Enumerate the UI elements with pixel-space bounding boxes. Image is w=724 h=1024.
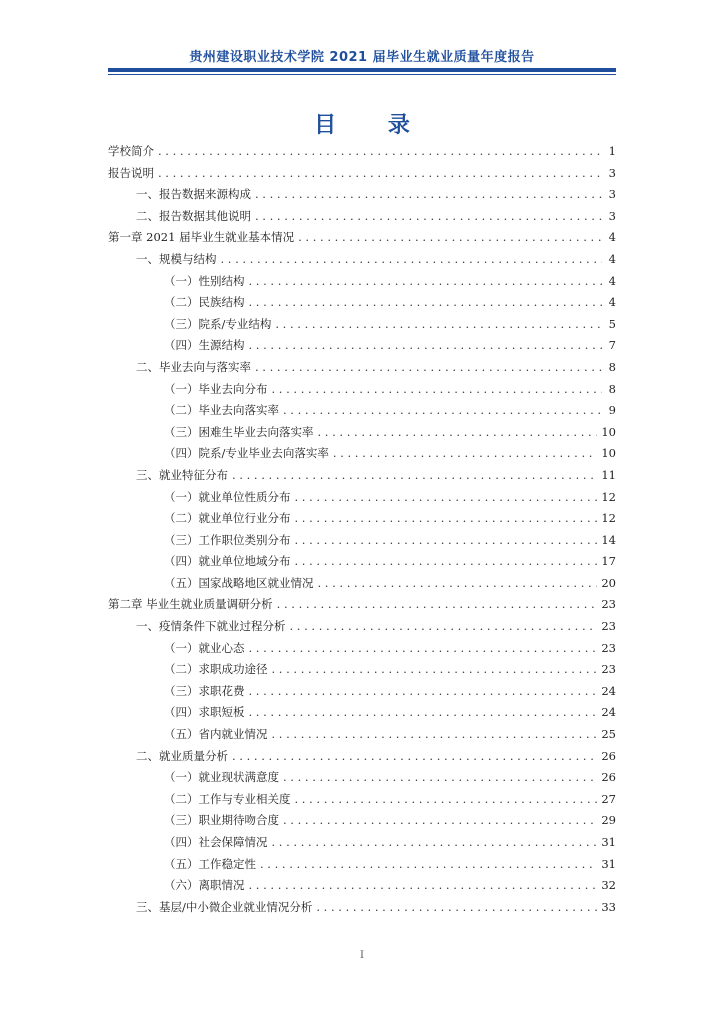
toc-entry[interactable] (108, 271, 616, 293)
toc-entry-label: （五）省内就业情况 (164, 727, 268, 742)
toc-entry[interactable] (108, 659, 616, 681)
toc-entry[interactable] (108, 508, 616, 530)
toc-entry-page: 3 (608, 208, 616, 223)
toc-leader-dots (249, 638, 598, 660)
toc-entry-page: 33 (601, 899, 616, 914)
toc-entry-label: 三、基层/中小微企业就业情况分析 (136, 899, 313, 914)
toc-leader-dots (295, 789, 598, 811)
toc-entry-label: （一）就业现状满意度 (164, 770, 279, 785)
toc-leader-dots (249, 681, 598, 703)
toc-entry-page: 29 (601, 813, 616, 828)
toc-leader-dots (275, 314, 602, 336)
toc-entry-page: 8 (608, 381, 616, 396)
toc-entry-label: 报告说明 (108, 165, 154, 180)
toc-entry[interactable] (108, 163, 616, 185)
toc-entry-label: （五）国家战略地区就业情况 (164, 575, 314, 590)
toc-entry[interactable] (108, 594, 616, 616)
toc-entry-page: 23 (601, 597, 616, 612)
toc-leader-dots (283, 767, 597, 789)
toc-leader-dots (158, 163, 602, 185)
toc-entry-label: （四）生源结构 (164, 338, 245, 353)
toc-leader-dots (295, 508, 598, 530)
toc-entry-label: （一）性别结构 (164, 273, 245, 288)
toc-leader-dots (249, 335, 603, 357)
toc-leader-dots (298, 227, 602, 249)
toc-entry-page: 23 (601, 640, 616, 655)
toc-entry[interactable] (108, 443, 616, 465)
toc-entry[interactable] (108, 335, 616, 357)
toc-entry-label: （一）就业心态 (164, 640, 245, 655)
toc-entry-page: 31 (601, 856, 616, 871)
toc-entry-page: 10 (601, 446, 616, 461)
toc-entry[interactable] (108, 897, 616, 919)
header-rule-thin (108, 74, 616, 75)
toc-entry-page: 31 (601, 835, 616, 849)
toc-entry[interactable] (108, 487, 616, 509)
toc-entry-label: （六）离职情况 (164, 878, 245, 893)
toc-entry-page: 1 (608, 144, 616, 158)
toc-entry-label: 三、就业特征分布 (136, 467, 228, 482)
toc-leader-dots (272, 379, 603, 401)
toc-entry-page: 24 (601, 705, 616, 720)
toc-entry-page: 7 (608, 338, 616, 353)
toc-entry-page: 32 (601, 878, 616, 893)
toc-entry-label: （三）院系/专业结构 (164, 316, 272, 331)
toc-leader-dots (232, 465, 597, 487)
toc-entry-page: 9 (608, 403, 616, 418)
toc-entry-page: 26 (601, 748, 616, 763)
toc-leader-dots (318, 573, 598, 595)
toc-entry-label: 一、疫情条件下就业过程分析 (136, 619, 286, 634)
toc-entry[interactable] (108, 789, 616, 811)
toc-entry-label: （四）社会保障情况 (164, 835, 268, 849)
toc-leader-dots (272, 724, 598, 746)
toc-entry-label: （一）毕业去向分布 (164, 381, 268, 396)
toc-entry-label: 二、报告数据其他说明 (136, 208, 251, 223)
toc-entry[interactable] (108, 314, 616, 336)
toc-entry-label: （三）困难生毕业去向落实率 (164, 424, 314, 439)
toc-entry-label: 学校简介 (108, 144, 154, 158)
toc-leader-dots (255, 206, 602, 228)
toc-entry-label: 一、规模与结构 (136, 251, 217, 266)
toc-entry[interactable] (108, 141, 616, 163)
toc-entry[interactable] (108, 227, 616, 249)
toc-entry-label: （二）民族结构 (164, 295, 245, 310)
toc-entry-page: 27 (601, 791, 616, 806)
toc-leader-dots (255, 184, 602, 206)
toc-entry-page: 3 (608, 165, 616, 180)
toc-entry-page: 23 (601, 619, 616, 634)
toc-entry-page: 25 (601, 727, 616, 742)
toc-entry-page: 4 (608, 251, 616, 266)
toc-leader-dots (260, 854, 597, 876)
toc-entry-label: （四）就业单位地域分布 (164, 554, 291, 569)
toc-leader-dots (295, 487, 598, 509)
toc-entry[interactable] (108, 875, 616, 897)
toc-entry[interactable] (108, 292, 616, 314)
toc-entry-label: （三）职业期待吻合度 (164, 813, 279, 828)
toc-entry[interactable] (108, 379, 616, 401)
toc-entry[interactable] (108, 465, 616, 487)
toc-entry-page: 20 (601, 575, 616, 590)
toc-entry-page: 5 (608, 316, 616, 331)
toc-entry-label: （三）工作职位类别分布 (164, 532, 291, 547)
toc-leader-dots (290, 616, 598, 638)
toc-entry-page: 10 (601, 424, 616, 439)
toc-entry[interactable] (108, 422, 616, 444)
toc-entry-label: 二、就业质量分析 (136, 748, 228, 763)
toc-entry-label: 第二章 毕业生就业质量调研分析 (108, 597, 273, 612)
toc-entry-page: 3 (608, 187, 616, 202)
toc-entry[interactable] (108, 400, 616, 422)
toc-entry[interactable] (108, 746, 616, 768)
toc-entry-label: 二、毕业去向与落实率 (136, 359, 251, 374)
toc-entry-label: （二）就业单位行业分布 (164, 511, 291, 526)
toc-leader-dots (333, 443, 597, 465)
toc-entry-page: 23 (601, 662, 616, 677)
toc-entry-label: （三）求职花费 (164, 683, 245, 698)
toc-entry-page: 4 (608, 295, 616, 310)
toc-entry[interactable] (108, 249, 616, 271)
toc-leader-dots (158, 141, 602, 163)
toc-entry[interactable] (108, 854, 616, 876)
toc-entry[interactable] (108, 810, 616, 832)
toc-entry-page: 4 (608, 273, 616, 288)
header-rule-thick (108, 68, 616, 72)
toc-leader-dots (295, 551, 598, 573)
toc-leader-dots (295, 530, 598, 552)
toc-leader-dots (249, 292, 603, 314)
toc-entry[interactable] (108, 702, 616, 724)
toc-leader-dots (318, 422, 598, 444)
toc-entry[interactable] (108, 638, 616, 660)
toc-entry-label: 一、报告数据来源构成 (136, 187, 251, 202)
toc-entry[interactable] (108, 530, 616, 552)
toc-entry-page: 8 (608, 359, 616, 374)
toc-entry[interactable] (108, 767, 616, 789)
toc-leader-dots (277, 594, 598, 616)
toc-leader-dots (249, 271, 603, 293)
toc-leader-dots (316, 897, 597, 919)
toc-entry[interactable] (108, 206, 616, 228)
toc-entry-label: （二）毕业去向落实率 (164, 403, 279, 418)
toc-entry[interactable] (108, 573, 616, 595)
toc-leader-dots (283, 810, 597, 832)
toc-entry-label: （一）就业单位性质分布 (164, 489, 291, 504)
toc-leader-dots (272, 832, 598, 854)
toc-leader-dots (272, 659, 598, 681)
toc-entry-label: 第一章 2021 届毕业生就业基本情况 (108, 230, 295, 245)
page-title: 目 录 (314, 113, 432, 138)
toc-entry[interactable] (108, 616, 616, 638)
toc-entry-label: （二）工作与专业相关度 (164, 791, 291, 806)
toc-leader-dots (249, 702, 598, 724)
page-number: I (360, 950, 364, 961)
toc-leader-dots (283, 400, 602, 422)
toc-entry[interactable] (108, 551, 616, 573)
toc-leader-dots (249, 875, 598, 897)
toc-entry-page: 17 (601, 554, 616, 569)
table-of-contents (108, 141, 616, 918)
toc-entry-label: （四）求职短板 (164, 705, 245, 720)
toc-leader-dots (232, 746, 597, 768)
toc-entry-page: 14 (601, 532, 616, 547)
toc-entry[interactable] (108, 184, 616, 206)
toc-entry[interactable] (108, 357, 616, 379)
toc-entry-page: 24 (601, 683, 616, 698)
toc-entry-page: 12 (601, 511, 616, 526)
toc-entry-page: 4 (608, 230, 616, 245)
toc-entry-page: 11 (601, 467, 616, 482)
toc-entry[interactable] (108, 681, 616, 703)
toc-entry-page: 12 (601, 489, 616, 504)
report-header-title: 贵州建设职业技术学院 2021 届毕业生就业质量年度报告 (189, 50, 535, 65)
toc-entry[interactable] (108, 724, 616, 746)
toc-entry-label: （四）院系/专业毕业去向落实率 (164, 446, 329, 461)
toc-leader-dots (255, 357, 602, 379)
toc-entry-label: （二）求职成功途径 (164, 662, 268, 677)
toc-entry-page: 26 (601, 770, 616, 785)
toc-entry[interactable] (108, 832, 616, 854)
toc-entry-label: （五）工作稳定性 (164, 856, 256, 871)
toc-leader-dots (221, 249, 603, 271)
